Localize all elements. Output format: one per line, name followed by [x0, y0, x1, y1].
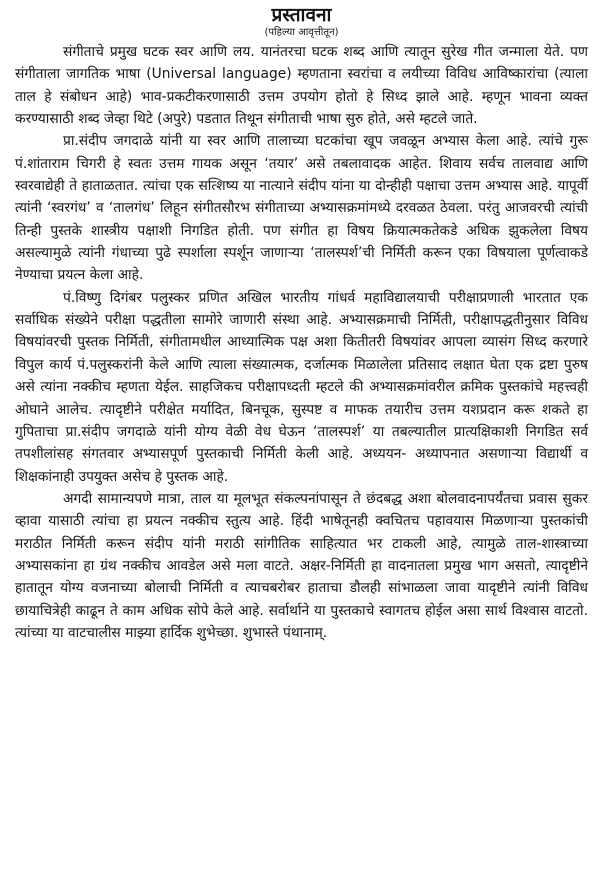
page-subtitle: (पहिल्या आवृत्तीतून) [264, 27, 339, 38]
paragraph-3: पं.विष्णु दिगंबर पलुस्कर प्रणित अखिल भारतीय गांधर्व महाविद्यालयाची परीक्षाप्रणाली भारतात एक सर्वाधिक संख्येने परीक्षा पद्धतीला सामोरे जाणारी संस्था आहे. अभ्यासक्रमाची निर्मिती, परीक्षापद्धतीनुसार विविध विषयांवरची पुस्तक निर्मिती, संगीतामधील आध्यात्मिक पक्ष अशा कितीतरी विषयांवर आपला व्यासंग सिध्द करणारे विपुल कार्य पं.पलुस्करांनी केले आणि त्याला संख्यात्मक, दर्जात्मक मिळालेला प्रतिसाद लक्षात घेता एक द्रष्टा पुरुष असे त्यांना नक्कीच म्हणता येईल. साहजिकच परीक्षापध्दती म्हटले की अभ्यासक्रमांवरील क्रमिक पुस्तकांचे महत्त्वही ओघाने आलेच. त्यादृष्टीने परीक्षेत मर्यादित, बिनचूक, सुस्पष्ट व माफक तयारीच उत्तम यशप्रदान करू शकते हा गुपिताचा प्रा.संदीप जगदाळे यांनी योग्य वेळी वेध घेऊन ‘तालस्पर्श’ या तबल्यातील प्रात्यक्षिकाशी निगडित सर्व तपशीलांसह संगतवार अभ्यासपूर्ण पुस्तकाची निर्मिती केली आहे. अध्ययन- अध्यापनात असणाऱ्या विद्यार्थी व शिक्षकांनाही उपयुक्त असेच हे पुस्तक आहे. [15, 289, 588, 485]
paragraph-1: संगीताचे प्रमुख घटक स्वर आणि लय. यानंतरचा घटक शब्द आणि त्यातून सुरेख गीत जन्माला येते. पण संगीताला जागतिक भाषा (Universal language) म्हणताना स्वरांचा व लयीच्या विविध आविष्कारांचा (त्याला ताल हे संबोधन आहे) भाव-प्रकटीकरणासाठी उत्तम उपयोग होतो हे सिध्द झाले आहे. म्हणून भावना व्यक्त करण्यासाठी शब्द जेव्हा थिटे (अपुरे) पडतात तिथून संगीताची भाषा सुरु होते, असे म्हटले जाते. [15, 44, 588, 128]
paragraph-4: अगदी सामान्यपणे मात्रा, ताल या मूलभूत संकल्पनांपासून ते छंदबद्ध अशा बोलवादनापर्यंतचा प्रवास सुकर व्हावा यासाठी त्यांचा हा प्रयत्न नक्कीच स्तुत्य आहे. हिंदी भाषेतूनही क्वचितच पहावयास मिळणाऱ्या पुस्तकांची मराठीत निर्मिती करून संदीप यांनी मराठी सांगीतिक साहित्यात भर टाकली आहे, त्यामुळे ताल-शास्त्राच्या अभ्यासकांना हा ग्रंथ नक्कीच आवडेल असे मला वाटते. अक्षर-निर्मिती हा वादनातला प्रमुख भाग असतो, त्यादृष्टीने हातातून योग्य वजनाच्या बोलाची निर्मिती व त्याचबरोबर हाताचा डौलही सांभाळला जावा यादृष्टीने त्यांनी विविध छायाचित्रेही काढून ते काम अधिक सोपे केले आहे. सर्वार्थाने या पुस्तकाचे स्वागतच होईल असा सार्थ विश्वास वाटतो. त्यांच्या या वाटचालीस माझ्या हार्दिक शुभेच्छा. शुभास्ते पंथानाम्. [15, 490, 588, 641]
page-title: प्रस्तावना [271, 4, 332, 26]
paragraph-2: प्रा.संदीप जगदाळे यांनी या स्वर आणि तालाच्या घटकांचा खूप जवळून अभ्यास केला आहे. त्यांचे गुरू पं.शांताराम चिगरी हे स्वतः उत्तम गायक असून ‘तयार’ असे तबलावादक आहेत. शिवाय सर्वच तालवाद्य आणि स्वरवाद्येही ते हाताळतात. त्यांचा एक सत्शिष्य या नात्याने संदीप यांना या दोन्हीही पक्षाचा उत्तम अभ्यास आहे. यापूर्वी त्यांनी ‘स्वरगंध’ व ‘तालगंध’ लिहून संगीतसौरभ संगीताच्या अभ्यासक्रमांमध्ये दरवळत ठेवला. परंतु आजवरची त्यांची तिन्ही पुस्तके शास्त्रीय पक्षाशी निगडित होती. पण संगीत हा विषय क्रियात्मकतेकडे अधिक झुकलेला विषय असल्यामुळे त्यांनी गंधाच्या पुढे स्पर्शाला स्पर्शून जाणाऱ्या ‘तालस्पर्श’ची निर्मिती करून एका विषयाला पूर्णत्वाकडे नेण्याचा प्रयत्न केला आहे. [15, 133, 588, 284]
